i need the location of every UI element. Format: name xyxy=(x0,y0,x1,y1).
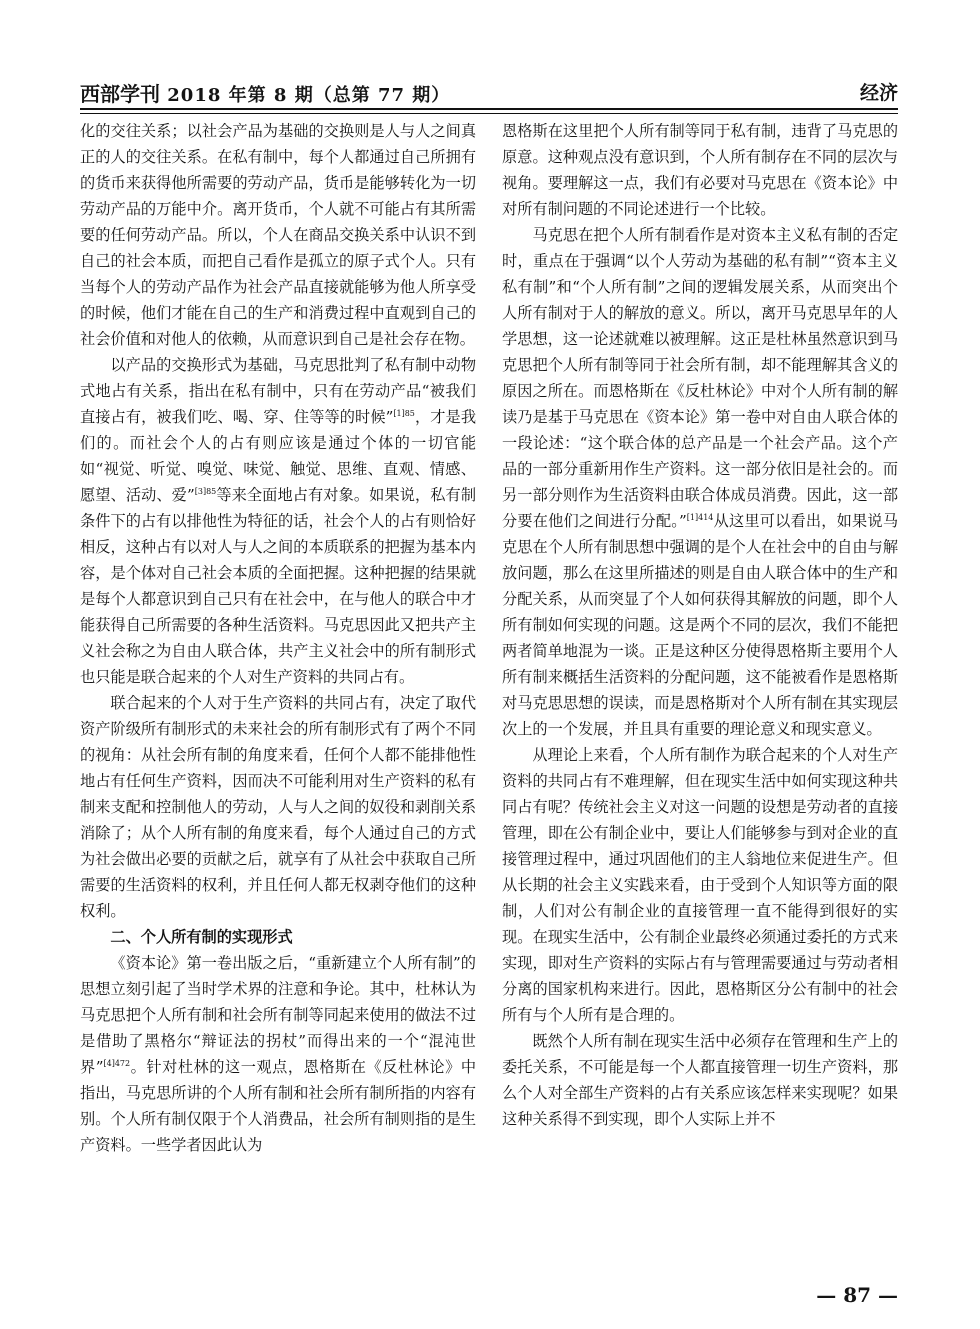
paragraph-text: 《资本论》第一卷出版之后，“重新建立个人所有制”的思想立刻引起了当时学术界的注意和争论。其中，杜林认为马克思把个人所有制和社会所有制等同起来使用的做法不过是借助了黑格尔“辩证法的拐杖”而得出来的一个“混沌世界” xyxy=(80,954,476,1076)
body-paragraph xyxy=(80,950,476,1158)
paragraph-text: 恩格斯在这里把个人所有制等同于私有制，违背了马克思的原意。这种观点没有意识到，个人所有制存在不同的层次与视角。要理解这一点，我们有必要对马克思在《资本论》中对所有制问题的不同论述进行一个比较。 xyxy=(502,122,898,218)
body-paragraph xyxy=(502,1028,898,1132)
journal-logo: 西部学刊 xyxy=(80,82,160,106)
paragraph-text: ，才是我们的。而社会个人的占有则应该是通过个体的一切官能如“视觉、听觉、嗅觉、味觉、触觉、思维、直观、情感、愿望、活动、爱” xyxy=(80,408,476,504)
page-number: — 87 — xyxy=(816,1283,898,1307)
header-rule-thick xyxy=(80,108,898,110)
citation-ref: [4]472 xyxy=(103,1059,131,1068)
paragraph-text: 马克思在把个人所有制看作是对资本主义私有制的否定时，重点在于强调“以个人劳动为基础的私有制”“资本主义私有制”和“个人所有制”之间的逻辑发展关系，从而突出个人所有制对于人的解放的意义。所以，离开马克思早年的人学思想，这一论述就难以被理解。这正是杜林虽然意识到马克思把个人所有制等同于社会所有制，却不能理解其含义的原因之所在。而恩格斯在《反杜林论》中对个人所有制的解读乃是基于马克思在《资本论》第一卷中对自由人联合体的一段论述：“这个联合体的总产品是一个社会产品。这个产品的一部分重新用作生产资料。这一部分依旧是社会的。而另一部分则作为生活资料由联合体成员消费。因此，这一部分要在他们之间进行分配。” xyxy=(502,226,898,530)
body-paragraph xyxy=(80,352,476,690)
citation-ref: [3]85 xyxy=(194,487,217,496)
paragraph-text: 从理论上来看，个人所有制作为联合起来的个人对生产资料的共同占有不难理解，但在现实生活中如何实现这种共同占有呢？传统社会主义对这一问题的设想是劳动者的直接管理，即在公有制企业中，要让人们能够参与到对企业的直接管理过程中，通过巩固他们的主人翁地位来促进生产。但从长期的社会主义实践来看，由于受到个人知识等方面的限制，人们对公有制企业的直接管理一直不能得到很好的实现。在现实生活中，公有制企业最终必须通过委托的方式来实现，即对生产资料的实际占有与管理需要通过与劳动者相分离的国家机构来进行。因此，恩格斯区分公有制中的社会所有与个人所有是合理的。 xyxy=(502,746,898,1024)
journal-title xyxy=(80,78,450,107)
section-heading: 二、个人所有制的实现形式 xyxy=(110,928,293,946)
paragraph-text: 等来全面地占有对象。如果说，私有制条件下的占有以排他性为特征的话，社会个人的占有则恰好相反，这种占有以对人与人之间的本质联系的把握为基本内容，是个体对自己社会本质的全面把握。这种把握的结果就是每个人都意识到自己只有在社会中，在与他人的联合中才能获得自己所需要的各种生活资料。马克思因此又把共产主义社会称之为自由人联合体，共产主义社会中的所有制形式也只能是联合起来的个人对生产资料的共同占有。 xyxy=(80,486,476,686)
body-paragraph xyxy=(80,690,476,924)
issue-info: 2018 年第 8 期（总第 77 期） xyxy=(167,85,451,106)
section-label: 经济 xyxy=(859,82,898,104)
body-paragraph xyxy=(502,118,898,222)
body-paragraph xyxy=(502,742,898,1028)
citation-ref: [1]414 xyxy=(686,513,714,522)
paragraph-text: 以产品的交换形式为基础，马克思批判了私有制中动物式地占有关系，指出在私有制中，只有在劳动产品“被我们直接占有，被我们吃、喝、穿、住等等的时候” xyxy=(80,356,476,426)
paragraph-text: 从这里可以看出，如果说马克思在个人所有制思想中强调的是个人在社会中的自由与解放问题，那么在这里所描述的则是自由人联合体中的生产和分配关系，从而突显了个人如何获得其解放的问题，即个人所有制如何实现的问题。这是两个不同的层次，我们不能把两者简单地混为一谈。正是这种区分使得恩格斯主要用个人所有制来概括生活资料的分配问题，这不能被看作是恩格斯对马克思思想的误读，而是恩格斯对个人所有制在其实现层次上的一个发展，并且具有重要的理论意义和现实意义。 xyxy=(502,512,898,738)
body-paragraph xyxy=(80,118,476,352)
body-paragraph xyxy=(502,222,898,742)
header-rule-thin xyxy=(80,113,898,114)
paragraph-text: 。针对杜林的这一观点，恩格斯在《反杜林论》中指出，马克思所讲的个人所有制和社会所有制所指的内容有别。个人所有制仅限于个人消费品，社会所有制则指的是生产资料。一些学者因此认为 xyxy=(80,1058,476,1154)
right-column xyxy=(502,118,898,1283)
paragraph-text: 化的交往关系；以社会产品为基础的交换则是人与人之间真正的人的交往关系。在私有制中，每个人都通过自己所拥有的货币来获得他所需要的劳动产品，货币是能够转化为一切劳动产品的万能中介。离开货币，个人就不可能占有其所需要的任何劳动产品。所以，个人在商品交换关系中认识不到自己的社会本质，而把自己看作是孤立的原子式个人。只有当每个人的劳动产品作为社会产品直接就能够为他人所享受的时候，他们才能在自己的生产和消费过程中直观到自己的社会价值和对他人的依赖，从而意识到自己是社会存在物。 xyxy=(80,122,476,348)
paragraph-text: 联合起来的个人对于生产资料的共同占有，决定了取代资产阶级所有制形式的未来社会的所有制形式有了两个不同的视角：从社会所有制的角度来看，任何个人都不能排他性地占有任何生产资料，因而决不可能利用对生产资料的私有制来支配和控制他人的劳动，人与人之间的奴役和剥削关系消除了；从个人所有制的角度来看，每个人通过自己的方式为社会做出必要的贡献之后，就享有了从社会中获取自己所需要的生活资料的权利，并且任何人都无权剥夺他们的这种权利。 xyxy=(80,694,476,920)
paragraph-text: 既然个人所有制在现实生活中必须存在管理和生产上的委托关系，不可能是每一个人都直接管理一切生产资料，那么个人对全部生产资料的占有关系应该怎样来实现呢？如果这种关系得不到实现，即个人实际上并不 xyxy=(502,1032,898,1128)
running-header xyxy=(80,78,898,106)
citation-ref: [1]85 xyxy=(393,409,415,418)
left-column xyxy=(80,118,476,1283)
